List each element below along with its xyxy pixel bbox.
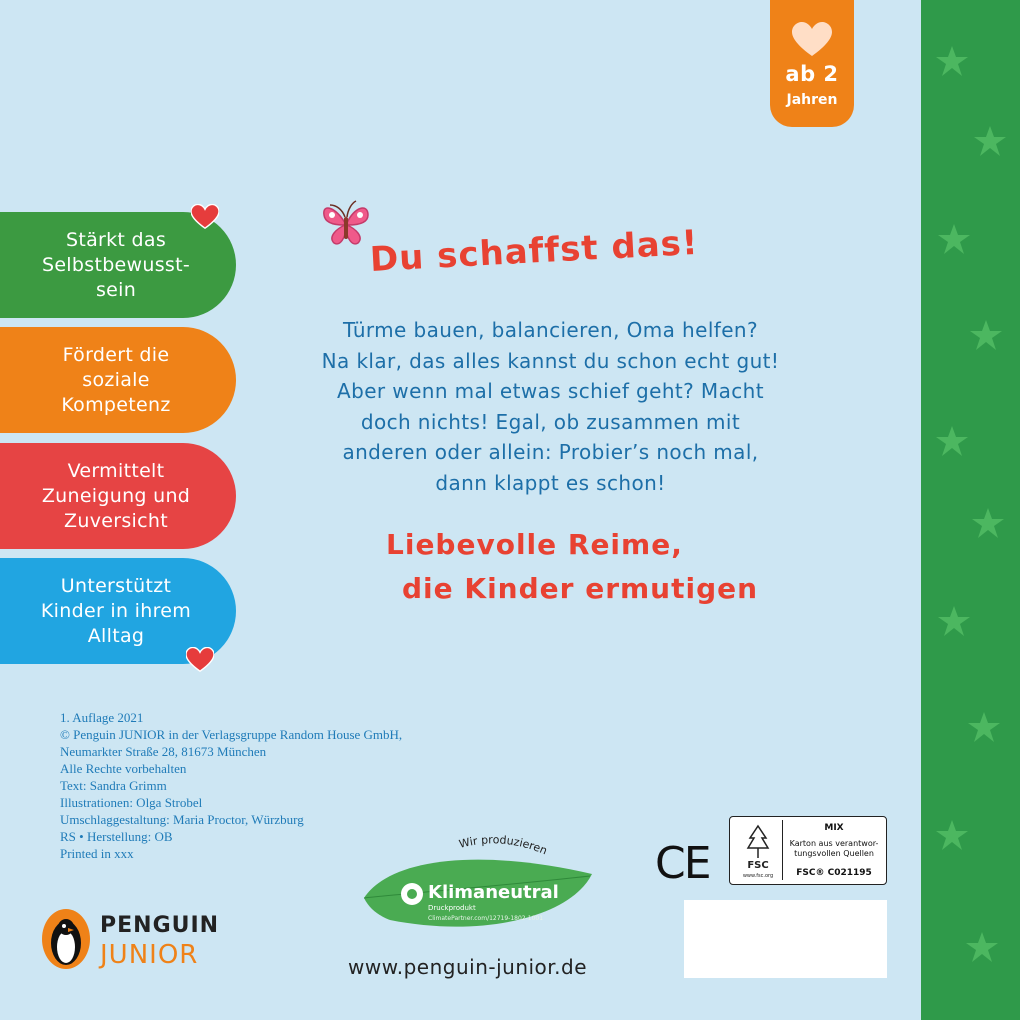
fsc-web: www.fsc.org <box>742 873 774 879</box>
logo-junior: JUNIOR <box>100 940 199 970</box>
age-badge-unit: Jahren <box>786 92 838 108</box>
star-icon <box>967 710 1001 744</box>
imprint-line: Printed in xxx <box>60 846 134 861</box>
blurb-line: doch nichts! Egal, ob zusammen mit <box>360 409 741 434</box>
climate-neutral-badge <box>360 828 600 938</box>
fsc-description-line: Karton aus verantwor- <box>789 839 879 848</box>
blurb-line: anderen oder allein: Probier’s noch mal, <box>342 440 759 464</box>
blurb-line: dann klappt es schon! <box>435 470 666 495</box>
climate-id: ClimatePartner.com/12719-1802-1001 <box>428 915 544 922</box>
slogan-line-1: Liebevolle Reime, <box>386 528 683 561</box>
blurb-line: Türme bauen, balancieren, Oma helfen? <box>342 318 759 342</box>
imprint-line: Illustrationen: Olga Strobel <box>60 795 203 810</box>
imprint-line: Text: Sandra Grimm <box>60 778 167 793</box>
penguin-logo-icon <box>40 907 92 971</box>
feature-tab-label: Unterstützt Kinder in ihrem Alltag <box>40 574 192 647</box>
logo-penguin: PENGUIN <box>100 913 220 938</box>
star-icon <box>935 818 969 852</box>
feature-tab-label: Fördert die soziale Kompetenz <box>61 343 171 416</box>
feature-tab-social-competence <box>0 327 236 433</box>
blurb-line: Na klar, das alles kannst du schon echt gut! <box>321 348 780 373</box>
star-icon <box>971 506 1005 540</box>
age-badge-value: ab 2 <box>785 62 839 86</box>
imprint-line: Neumarkter Straße 28, 81673 München <box>60 744 267 759</box>
barcode-area <box>684 900 887 978</box>
star-icon <box>965 930 999 964</box>
slogan-line-2: die Kinder ermutigen <box>402 572 759 605</box>
fsc-logo-text: FSC <box>747 860 769 871</box>
butterfly-icon <box>318 197 374 249</box>
book-spine <box>921 0 1020 1020</box>
heart-icon <box>191 204 219 230</box>
feature-tab-label: Vermittelt Zuneigung und Zuversicht <box>41 459 191 532</box>
climate-sub: Druckprodukt <box>428 904 476 912</box>
imprint-line: © Penguin JUNIOR in der Verlagsgruppe Random House GmbH, <box>60 727 403 742</box>
fsc-description-line: tungsvollen Quellen <box>794 849 874 858</box>
fsc-label <box>729 816 887 885</box>
ce-mark: CE <box>655 838 710 889</box>
fsc-description <box>782 839 886 859</box>
heart-icon <box>792 22 832 58</box>
star-icon <box>937 222 971 256</box>
star-icon <box>935 44 969 78</box>
star-icon <box>969 318 1003 352</box>
imprint-line: Umschlaggestaltung: Maria Proctor, Würzburg <box>60 812 304 827</box>
feature-tab-affection <box>0 443 236 549</box>
heart-icon <box>186 647 214 673</box>
imprint-line: Alle Rechte vorbehalten <box>60 761 187 776</box>
star-icon <box>937 604 971 638</box>
star-icon <box>935 424 969 458</box>
imprint <box>60 709 402 862</box>
fsc-tree-icon <box>734 820 783 880</box>
age-badge <box>770 0 854 127</box>
website-url: www.penguin-junior.de <box>348 955 588 979</box>
blurb-line: Aber wenn mal etwas schief geht? Macht <box>337 379 764 403</box>
headline: Du schaffst das! <box>368 222 700 280</box>
fsc-mix: MIX <box>824 823 844 833</box>
imprint-line: RS • Herstellung: OB <box>60 829 173 844</box>
svg-text:Wir produzieren <box>458 833 549 857</box>
blurb <box>283 315 818 498</box>
imprint-line: 1. Auflage 2021 <box>60 710 144 725</box>
climate-title: Klimaneutral <box>428 882 559 903</box>
feature-tab-label: Stärkt das Selbstbewusst-sein <box>41 228 191 301</box>
fsc-code: FSC® C021195 <box>796 868 872 878</box>
star-icon <box>973 124 1007 158</box>
climate-arc-text: Wir produzieren <box>457 833 550 858</box>
